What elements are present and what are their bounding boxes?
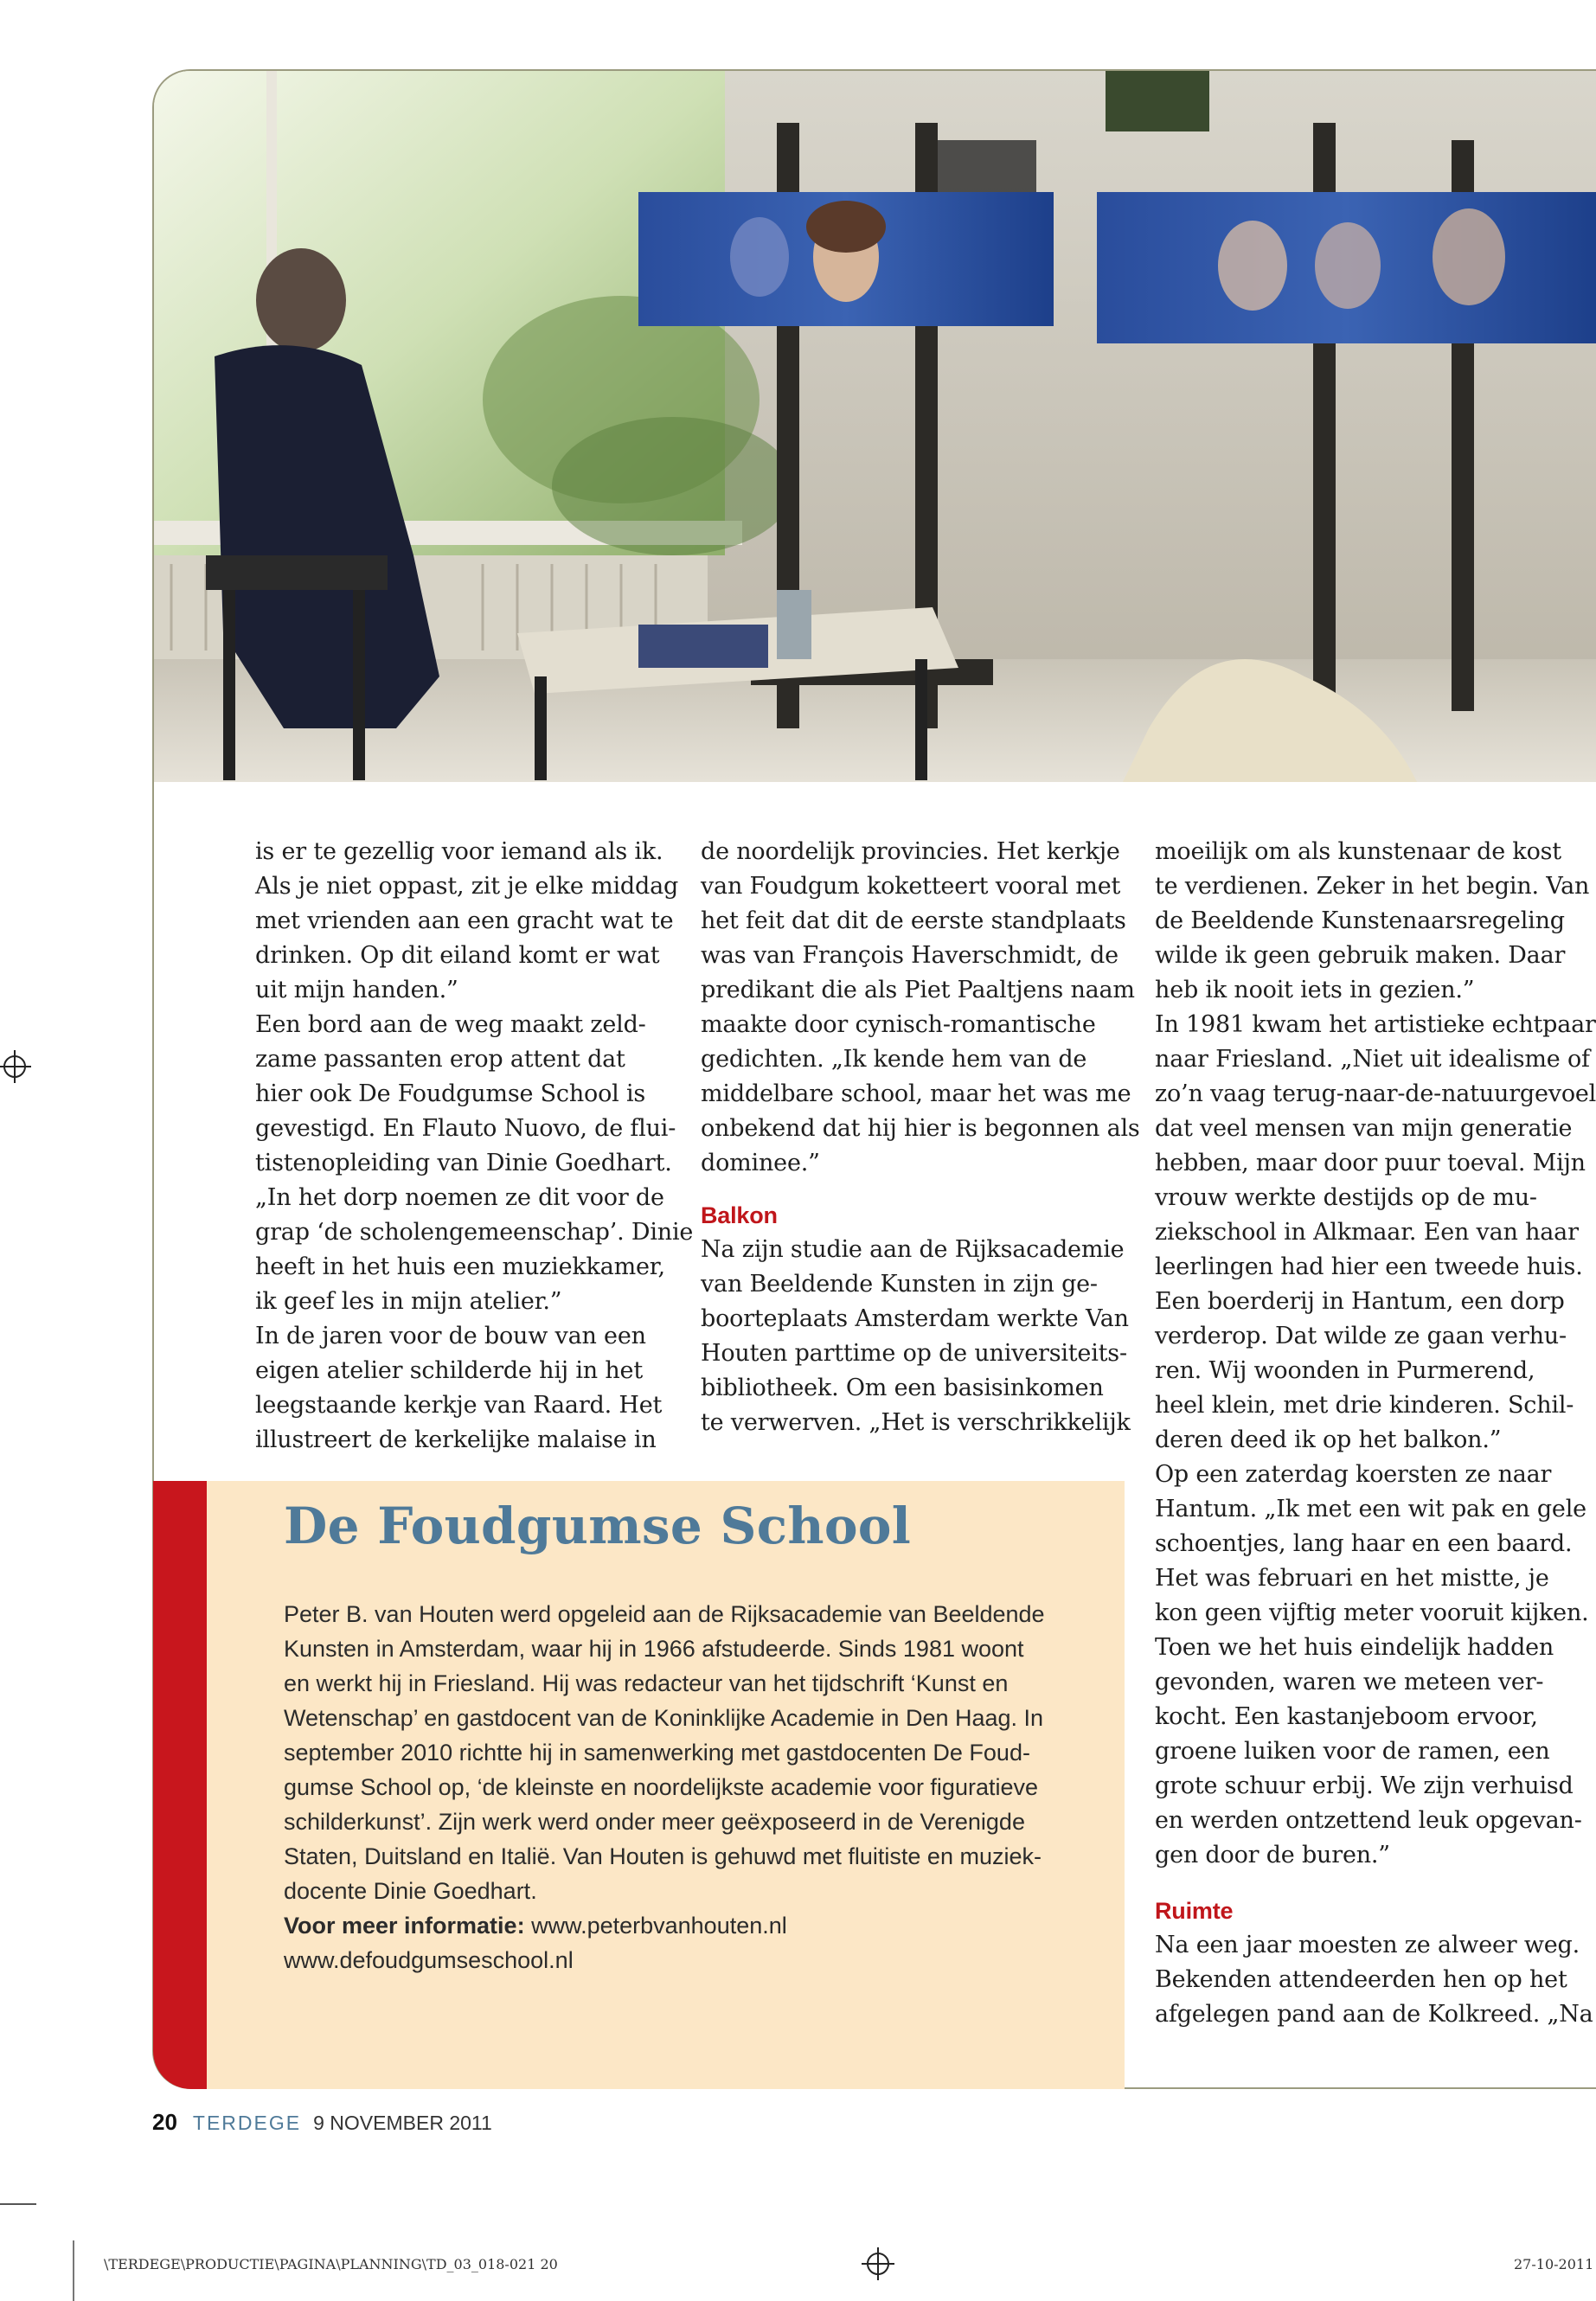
text-line: predikant die als Piet Paaltjens naam [701,977,1135,1003]
registration-mark-icon [3,1055,26,1078]
text-line: kocht. Een kastanjeboom ervoor, [1155,1703,1538,1730]
infobox-line: Staten, Duitsland en Italië. Van Houten is gehuwd met fluitiste en muziek- [284,1843,1042,1869]
text-line: te verdienen. Zeker in het begin. Van [1155,873,1590,900]
text-line: Hantum. „Ik met een wit pak en gele [1155,1496,1586,1522]
text-line: Toen we het huis eindelijk hadden [1155,1634,1554,1661]
text-line: vrouw werkte destijds op de mu- [1155,1184,1537,1211]
page-footer [152,2109,492,2136]
registration-mark-icon [867,2253,889,2275]
text-line: met vrienden aan een gracht wat te [255,907,674,934]
studio-photo [154,71,1596,782]
text-line: Op een zaterdag koersten ze naar [1155,1461,1552,1488]
infobox-line: Kunsten in Amsterdam, waar hij in 1966 afstudeerde. Sinds 1981 woont [284,1636,1024,1662]
text-line: onbekend dat hij hier is begonnen als [701,1115,1140,1142]
text-line: bibliotheek. Om een basisinkomen [701,1375,1104,1401]
issue-date: 9 NOVEMBER 2011 [313,2112,492,2134]
text-line: van Beeldende Kunsten in zijn ge- [701,1271,1098,1298]
text-line: heb ik nooit iets in gezien.” [1155,977,1475,1003]
infobox-body [284,1597,1045,1977]
infobox-line: gumse School op, ‘de kleinste en noordelijkste academie voor figuratieve [284,1774,1039,1800]
text-line: heeft in het huis een muziekkamer, [255,1253,665,1280]
text-line: hier ook De Foudgumse School is [255,1080,646,1107]
website-link-houten[interactable]: www.peterbvanhouten.nl [524,1913,787,1939]
text-line: was van François Haverschmidt, de [701,942,1118,969]
text-line: Na een jaar moesten ze alweer weg. [1155,1932,1580,1958]
text-line: grap ‘de scholengemeenschap’. Dinie [255,1219,694,1246]
text-line: te verwerven. „Het is verschrikkelijk [701,1409,1131,1436]
text-line: leegstaande kerkje van Raard. Het [255,1392,663,1419]
article-column-3 [1155,835,1596,2032]
infobox-line: en werkt hij in Friesland. Hij was redacteur van het tijdschrift ‘Kunst en [284,1670,1009,1696]
text-line: hebben, maar door puur toeval. Mijn [1155,1150,1586,1176]
infobox-line: Peter B. van Houten werd opgeleid aan de Rijksacademie van Beeldende [284,1601,1045,1627]
text-line: dat veel mensen van mijn generatie [1155,1115,1573,1142]
text-line: en werden ontzettend leuk opgevan- [1155,1807,1582,1834]
text-line: deren deed ik op het balkon.” [1155,1426,1502,1453]
text-line: ren. Wij woonden in Purmerend, [1155,1357,1535,1384]
text-line: ziekschool in Alkmaar. Een van haar [1155,1219,1579,1246]
text-line: heel klein, met drie kinderen. Schil- [1155,1392,1574,1419]
article-column-2 [701,835,1140,1440]
text-line: boorteplaats Amsterdam werkte Van [701,1305,1129,1332]
text-line: maakte door cynisch-romantische [701,1011,1096,1038]
subheading-balkon: Balkon [701,1202,778,1228]
text-line: Als je niet oppast, zit je elke middag [255,873,679,900]
infobox-info-line [284,1908,1045,1943]
article-column-1 [255,835,694,1458]
text-line: de noordelijk provincies. Het kerkje [701,838,1120,865]
text-line: Houten parttime op de universiteits- [701,1340,1127,1367]
text-line: gevonden, waren we meteen ver- [1155,1669,1544,1695]
text-line: verderop. Dat wilde ze gaan verhu- [1155,1323,1567,1349]
text-line: „In het dorp noemen ze dit voor de [255,1184,664,1211]
text-line: In de jaren voor de bouw van een [255,1323,646,1349]
print-slug-date: 27-10-2011 [1514,2256,1594,2272]
text-line: Na zijn studie aan de Rijksacademie [701,1236,1125,1263]
website-link-school[interactable]: www.defoudgumseschool.nl [284,1947,574,1973]
text-line: Bekenden attendeerden hen op het [1155,1966,1567,1993]
subheading-ruimte: Ruimte [1155,1898,1234,1924]
text-line: gedichten. „Ik kende hem van de [701,1046,1087,1073]
text-line: zame passanten erop attent dat [255,1046,625,1073]
text-line: is er te gezellig voor iemand als ik. [255,838,663,865]
text-line: grote schuur erbij. We zijn verhuisd [1155,1772,1574,1799]
text-line: dominee.” [701,1150,820,1176]
text-line: illustreert de kerkelijke malaise in [255,1426,657,1453]
info-label: Voor meer informatie: [284,1913,525,1939]
text-line: uit mijn handen.” [255,977,458,1003]
text-line: ik geef les in mijn atelier.” [255,1288,562,1315]
infobox-title: De Foudgumse School [284,1497,912,1555]
magazine-name: TERDEGE [192,2112,302,2134]
text-line: In 1981 kwam het artistieke echtpaar [1155,1011,1596,1038]
text-line: Een boerderij in Hantum, een dorp [1155,1288,1565,1315]
text-line: het feit dat dit de eerste standplaats [701,907,1126,934]
text-line: moeilijk om als kunstenaar de kost [1155,838,1561,865]
text-line: zo’n vaag terug-naar-de-natuurgevoel [1155,1080,1596,1107]
infobox-line: september 2010 richtte hij in samenwerking met gastdocenten De Foud- [284,1740,1030,1766]
text-line: tistenopleiding van Dinie Goedhart. [255,1150,672,1176]
text-line: gen door de buren.” [1155,1842,1390,1868]
infobox-accent-bar [153,1481,207,2089]
text-line: wilde ik geen gebruik maken. Daar [1155,942,1566,969]
text-line: leerlingen had hier een tweede huis. [1155,1253,1583,1280]
text-line: kon geen vijftig meter vooruit kijken. [1155,1599,1589,1626]
photo-studio-painter-icon [154,71,1596,782]
crop-mark [73,2240,74,2301]
text-line: drinken. Op dit eiland komt er wat [255,942,660,969]
text-line: middelbare school, maar het was me [701,1080,1131,1107]
text-line: Het was februari en het mistte, je [1155,1565,1549,1592]
crop-mark [0,2203,36,2205]
infobox-line: Wetenschap’ en gastdocent van de Koninklijke Academie in Den Haag. In [284,1705,1044,1731]
text-line: naar Friesland. „Niet uit idealisme of [1155,1046,1590,1073]
infobox-line: docente Dinie Goedhart. [284,1878,537,1904]
text-line: Een bord aan de weg maakt zeld- [255,1011,646,1038]
text-line: van Foudgum koketteert vooral met [701,873,1121,900]
page-number: 20 [152,2109,177,2135]
infobox-line: schilderkunst’. Zijn werk werd onder meer geëxposeerd in de Verenigde [284,1809,1025,1835]
text-line: gevestigd. En Flauto Nuovo, de flui- [255,1115,676,1142]
text-line: schoentjes, lang haar en een baard. [1155,1530,1573,1557]
text-line: eigen atelier schilderde hij in het [255,1357,643,1384]
text-line: de Beeldende Kunstenaarsregeling [1155,907,1565,934]
text-line: groene luiken voor de ramen, een [1155,1738,1550,1765]
text-line: afgelegen pand aan de Kolkreed. „Na [1155,2001,1593,2028]
print-slug-path: \TERDEGE\PRODUCTIE\PAGINA\PLANNING\TD_03_018-021 20 [104,2256,558,2272]
